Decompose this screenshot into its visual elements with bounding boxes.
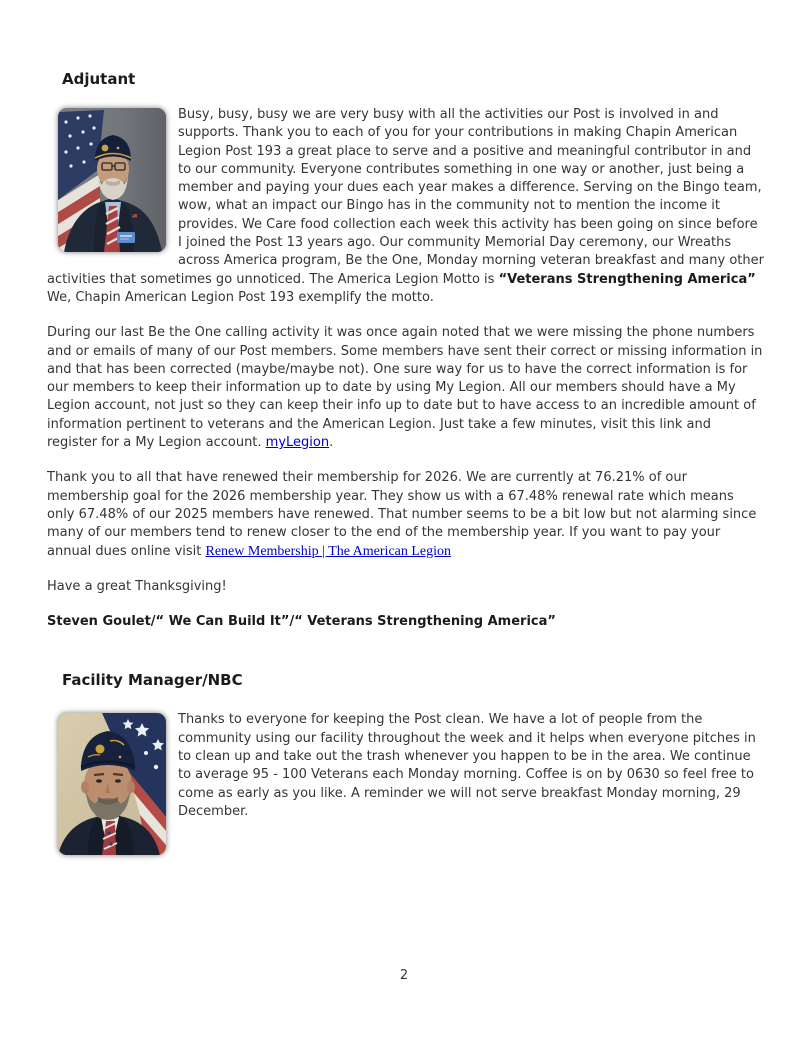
adjutant-signature: Steven Goulet/“ We Can Build It”/“ Veterans Strengthening America” [47, 614, 556, 630]
page-number: 2 [399, 968, 409, 983]
adjutant-photo [58, 108, 166, 252]
renew-membership-link[interactable]: Renew Membership | The American Legion [205, 543, 452, 559]
facility-manager-portrait-image [58, 713, 166, 855]
facility-manager-section [47, 631, 765, 821]
facility-manager-photo [58, 713, 166, 855]
p2-text: During our last Be the One calling activity it was once again noted that we were missing the phone numbers and or emails of many of our Post members. Some members have sent their correct or missing information in and that has been corrected (maybe/maybe not). One sure way for us to have the correct information is for our members to keep their information up to date by using My Legion. All our members should have a My Legion account, not just so they can keep their info up to date but to have access to an incredible amount of information pertinent to veterans and the American Legion. Just take a few minutes, visit this link and register for a My Legion account. [47, 325, 763, 451]
p1-text: Busy, busy, busy we are very busy with all the activities our Post is involved in and supports. Thank you to each of you for your contributions in making Chapin American Legion Post 193 a great place to serve and a positive and meaningful contributor in and to our community. Everyone contributes something in one way or another, just being a member and paying your dues each year makes a difference. Serving on the Bingo team, wow, what an impact our Bingo has in the community not to mention the income it provides. We Care food collection each week this activity has been going on since before I joined the Post 13 years ago. Our community Memorial Day ceremony, our Wreaths across America program, Be the One, Monday morning veteran breakfast and many other activities that sometimes go unnoticed. The America Legion Motto is [47, 107, 764, 287]
adjutant-paragraph-3 [47, 469, 765, 560]
adjutant-paragraph-2 [47, 324, 765, 452]
p1-text-after: We, Chapin American Legion Post 193 exemplify the motto. [47, 289, 434, 305]
motto-bold-text: “Veterans Strengthening America” [498, 271, 756, 287]
p2-text-after: . [329, 435, 334, 451]
facility-paragraph-1: Thanks to everyone for keeping the Post clean. We have a lot of people from the community using our facility throughout the week and it helps when everyone pitches in to clean up and take out the trash whenever you happen to be in the area. We continue to average 95 - 100 Veterans each Monday morning. Coffee is on by 0630 so feel free to come as early as you like. A reminder we will not serve breakfast Monday morning, 29 December. [178, 712, 756, 819]
adjutant-heading: Adjutant [62, 70, 136, 88]
mylegion-link[interactable]: myLegion [265, 435, 330, 451]
p3-text: Thank you to all that have renewed their membership for 2026. We are currently at 76.21% of our membership goal for the 2026 membership year. They show us with a 67.48% renewal rate which means only 67.48% of our 2025 members have renewed. That number seems to be a bit low but not alarming since many of our members tend to renew closer to the end of the membership year. If you want to pay your annual dues online visit [47, 470, 757, 559]
thanksgiving-line: Have a great Thanksgiving! [47, 578, 227, 594]
facility-manager-heading: Facility Manager/NBC [62, 671, 243, 690]
adjutant-portrait-image [58, 108, 166, 252]
adjutant-section [47, 70, 765, 631]
